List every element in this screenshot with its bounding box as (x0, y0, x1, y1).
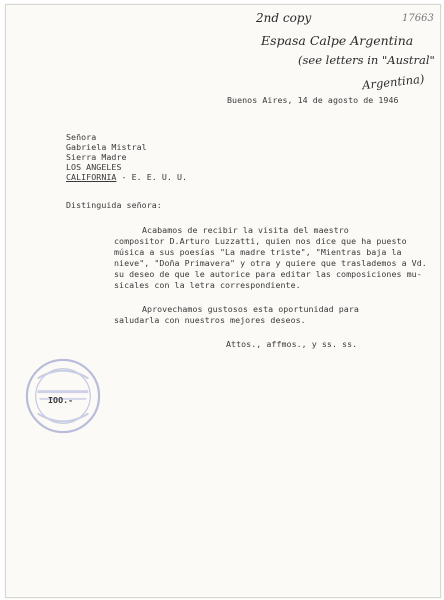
body-line: compositor D.Arturo Luzzatti, quien nos dice que ha puesto (114, 236, 407, 246)
body-line: sicales con la letra correspondiente. (114, 280, 301, 290)
recipient-state-line (66, 172, 187, 182)
copy-note: 2nd copy (256, 11, 312, 25)
recipient-name: Gabriela Mistral (66, 142, 147, 152)
body-line: Acabamos de recibir la visita del maestro (142, 225, 349, 235)
publisher-note-line-3: Argentina) (361, 71, 425, 93)
recipient-address: Sierra Madre (66, 152, 127, 162)
body-line: nieve", "Doña Primavera" y otra y quiere que traslademos a Vd. (114, 258, 427, 268)
closing: Attos., affmos., y ss. ss. (226, 339, 358, 349)
publisher-note-line-1: Espasa Calpe Argentina (261, 33, 414, 48)
stamp-note: IOO.- (48, 395, 74, 405)
recipient-state: CALIFORNIA (66, 172, 117, 182)
recipient-city: LOS ANGELES (66, 162, 122, 172)
recipient-country: - E. E. U. U. (116, 172, 188, 182)
letter-date: Buenos Aires, 14 de agosto de 1946 (227, 95, 399, 105)
body-line: Aprovechamos gustosos esta oportunidad para (142, 304, 359, 314)
publisher-note-line-2: (see letters in "Austral" (298, 53, 435, 67)
letter-page (5, 4, 441, 598)
salutation: Distinguida señora: (66, 200, 162, 210)
body-line: su deseo de que le autorice para editar las composiciones mu- (114, 269, 422, 279)
body-line: saludarla con nuestros mejores deseos. (114, 315, 306, 325)
body-line: música a sus poesías "La madre triste", "Mientras baja la (114, 247, 402, 257)
archive-number: 17663 (402, 13, 434, 24)
recipient-title: Señora (66, 132, 97, 142)
